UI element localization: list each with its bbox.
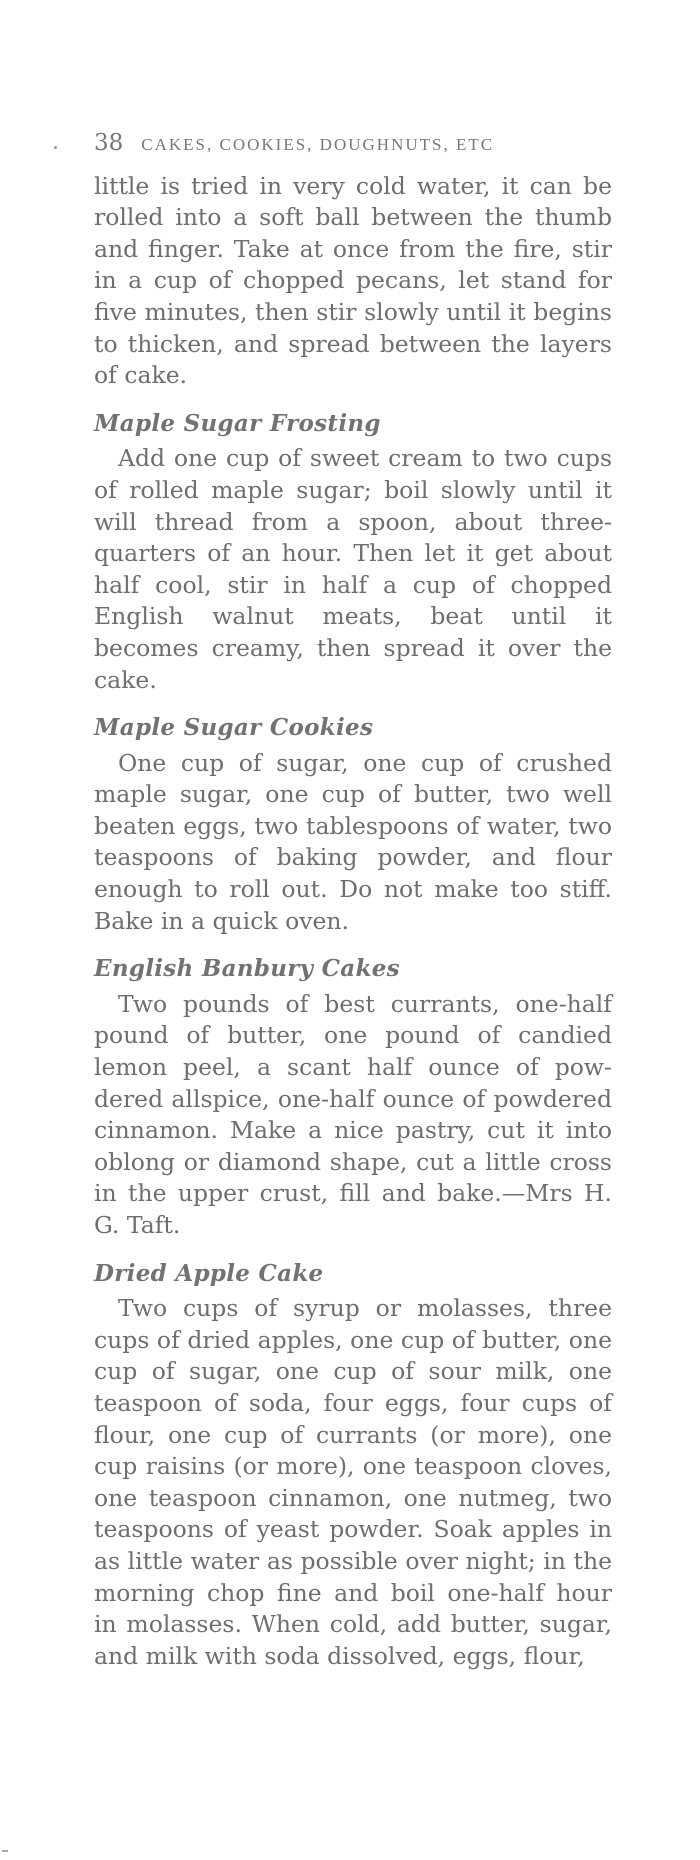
book-page bbox=[94, 128, 612, 1672]
page-header bbox=[94, 128, 612, 161]
recipe-text: One cup of sugar, one cup of crushed maple sugar, one cup of butter, two well beaten eggs, two tablespoons of water, two teaspoons of baking powder, and flour enough to roll out. Do not make too stiff. Bake in a quick oven. bbox=[94, 748, 612, 935]
recipe-title: Maple Sugar Frosting bbox=[94, 409, 381, 437]
recipe-text: Two pounds of best currants, one-half pound of butter, one pound of candied lemon peel, a scant half ounce of powdered allspice, one-half ounce of powdered cinnamon. Make a nice pastry, cut it into oblong or diamond shape, cut a little cross in the upper crust, fill and bake.—Mrs H. G. Taft. bbox=[94, 989, 612, 1239]
recipe-text: Two cups of syrup or molasses, three cups of dried apples, one cup of butter, one cup of sugar, one cup of sour milk, one teaspoon of soda, four eggs, four cups of flour, one cup of currants (or more), one cup raisins (or more), one teaspoon cloves, one teaspoon cinnamon, one nutmeg, two teaspoons of yeast powder. Soak apples in as little water as possible over night; in the morning chop fine and boil one-half hour in molasses. When cold, add butter, sugar, and milk with soda dissolved, eggs, flour, bbox=[94, 1294, 612, 1670]
recipe-title: Maple Sugar Cookies bbox=[94, 714, 374, 742]
recipe-maple-sugar-cookies bbox=[94, 712, 612, 937]
margin-mark bbox=[54, 146, 57, 149]
recipe-dried-apple-cake bbox=[94, 1258, 612, 1673]
scan-edge-mark bbox=[2, 1850, 8, 1852]
recipe-english-banbury-cakes bbox=[94, 953, 612, 1241]
recipe-text: Add one cup of sweet cream to two cups of rolled maple sugar; boil slowly until it will thread from a spoon, about three-quarters of an hour. Then let it get about half cool, stir in half a cup of chopped English walnut meats, beat until it becomes creamy, then spread it over the cake. bbox=[94, 444, 612, 694]
continuation-paragraph: little is tried in very cold water, it can be rolled into a soft ball between the thumb and finger. Take at once from the fire, stir in a cup of chopped pecans, let stand for five minutes, then stir slowly until it begins to thicken, and spread between the layers of cake. bbox=[94, 171, 612, 390]
running-title: CAKES, COOKIES, DOUGHNUTS, ETC bbox=[141, 135, 495, 154]
page-number: 38 bbox=[94, 130, 124, 156]
recipe-maple-sugar-frosting bbox=[94, 408, 612, 696]
recipe-title: English Banbury Cakes bbox=[94, 955, 400, 983]
recipe-title: Dried Apple Cake bbox=[94, 1259, 324, 1287]
